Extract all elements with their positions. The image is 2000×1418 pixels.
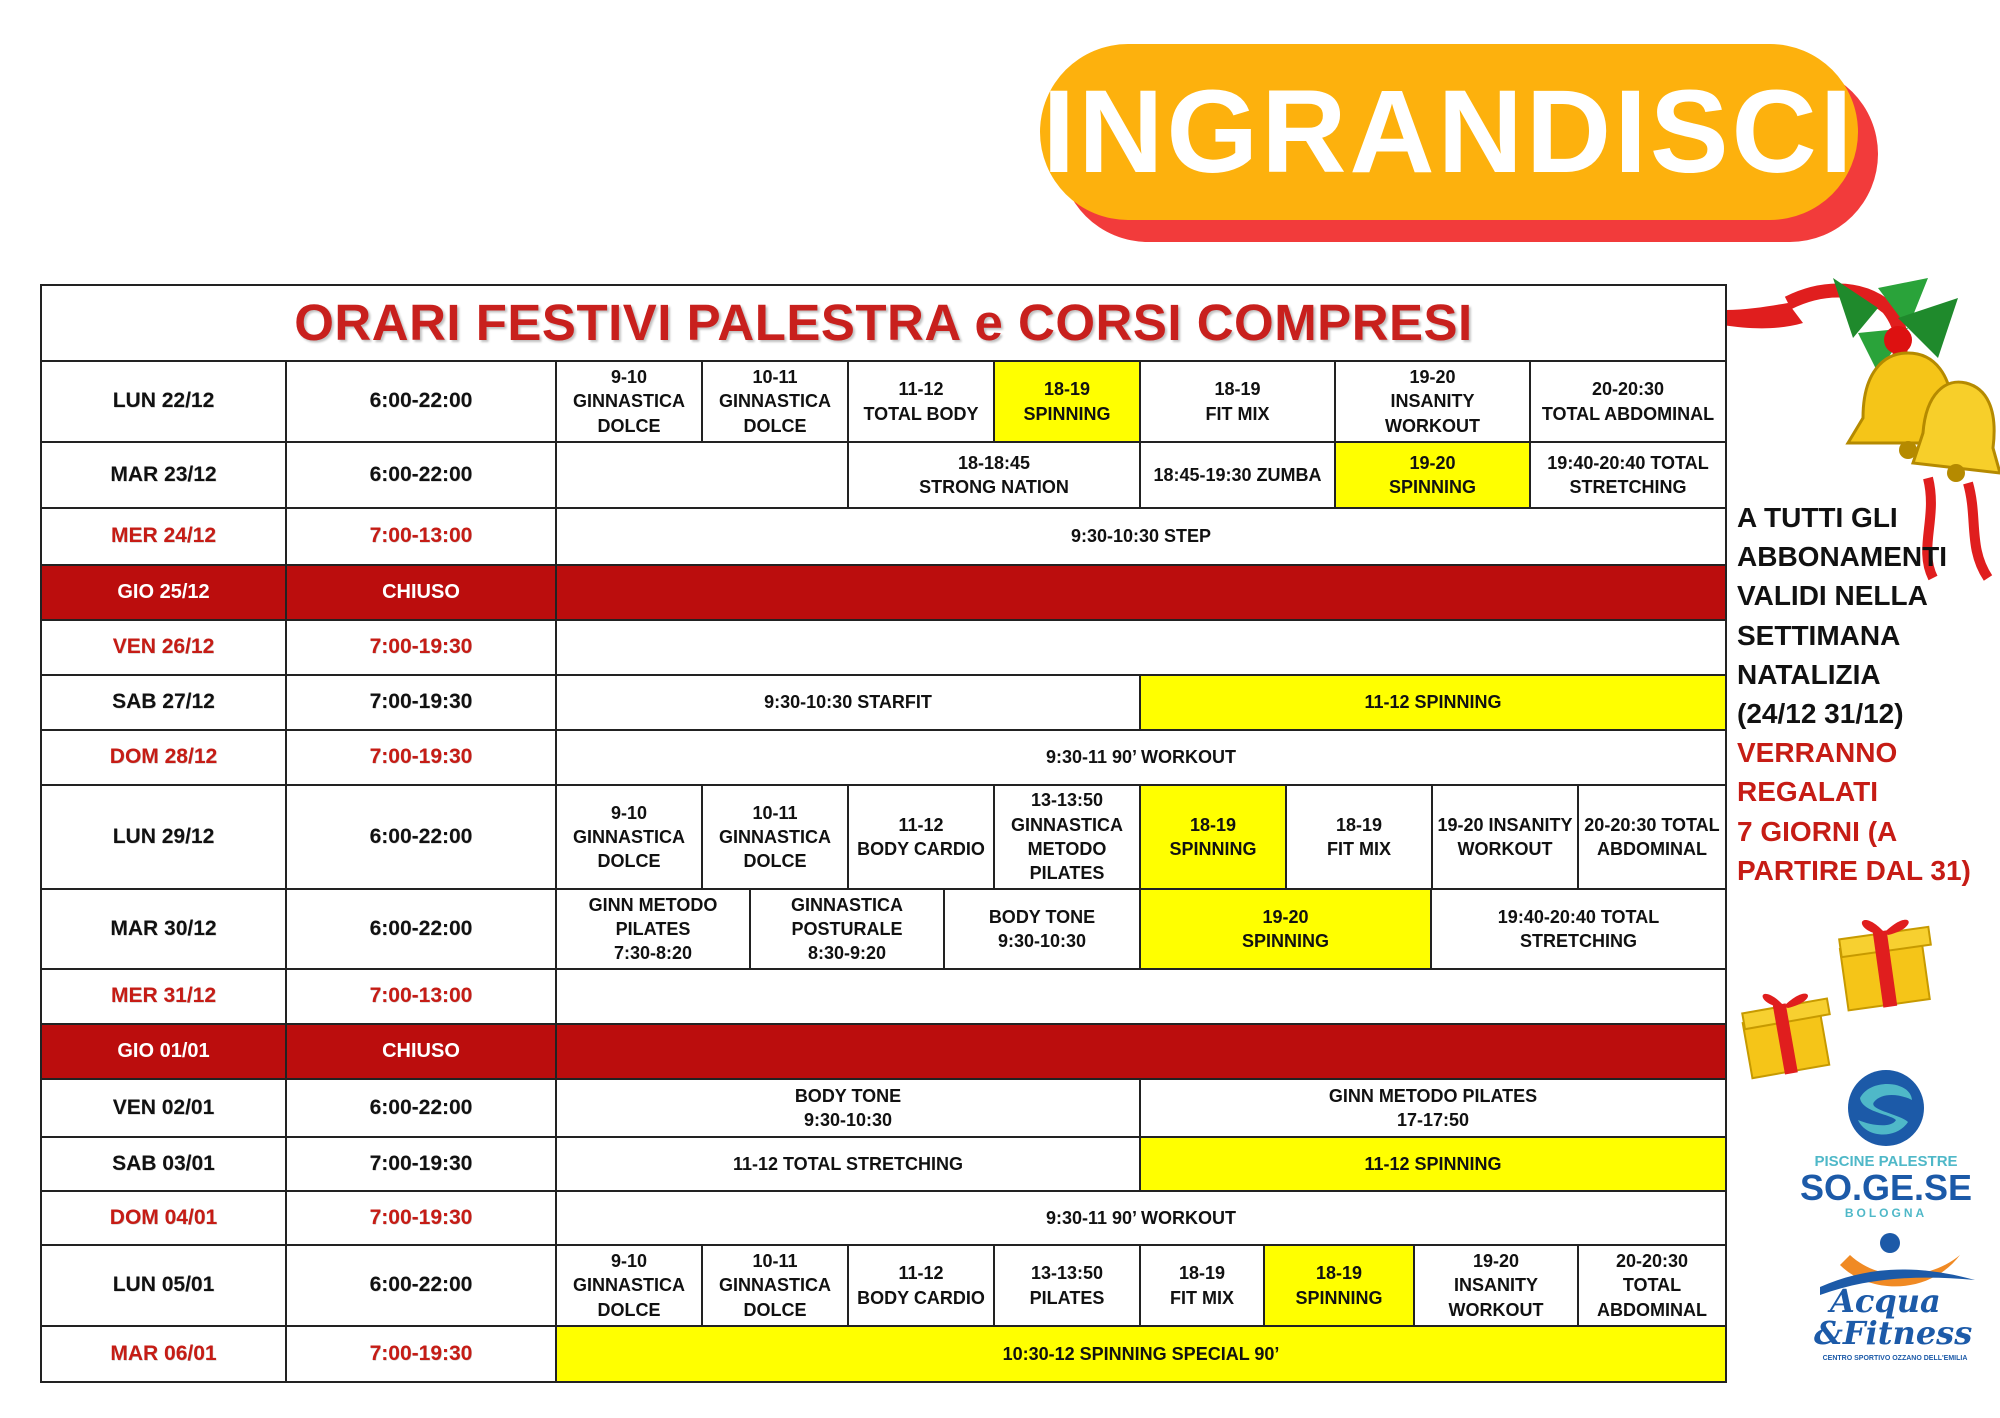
acqua-main-text: Acqua (1830, 1282, 1941, 1320)
course-cell: 9:30-10:30 STARFIT (555, 674, 1141, 731)
course-cell-empty (555, 619, 1727, 676)
promo-text (1737, 498, 1997, 890)
sogese-top-text: PISCINE PALESTRE (1814, 1153, 1958, 1170)
course-cell-empty (555, 968, 1727, 1025)
promo-line: A TUTTI GLI (1737, 502, 1898, 533)
course-cell: BODY TONE 9:30-10:30 (943, 888, 1141, 970)
day-cell: MER 31/12 (40, 968, 287, 1025)
day-cell-closed: GIO 01/01 (40, 1023, 287, 1080)
promo-line-red: REGALATI (1737, 776, 1879, 808)
course-cell-highlight: 10:30-12 SPINNING SPECIAL 90’ (555, 1325, 1727, 1383)
hours-cell: 7:00-19:30 (285, 729, 557, 786)
course-cell: 9:30-10:30 STEP (555, 507, 1727, 566)
day-cell: SAB 27/12 (40, 674, 287, 731)
promo-line-red: PARTIRE DAL 31) (1737, 854, 1971, 886)
hours-cell: 6:00-22:00 (285, 360, 557, 443)
course-cell: 9:30-11 90’ WORKOUT (555, 729, 1727, 786)
course-cell-highlight: 18-19 SPINNING (993, 360, 1141, 443)
course-cell: 10-11 GINNASTICA DOLCE (701, 1244, 849, 1327)
hours-cell: 6:00-22:00 (285, 1244, 557, 1327)
course-cell: 19-20 INSANITY WORKOUT (1431, 784, 1579, 890)
course-cell: 18:45-19:30 ZUMBA (1139, 441, 1336, 509)
course-cell: 11-12 TOTAL BODY (847, 360, 995, 443)
promo-line-red: VERRANNO (1737, 737, 1898, 769)
day-cell: MER 24/12 (40, 507, 287, 566)
hours-cell: 6:00-22:00 (285, 888, 557, 970)
course-cell: 18-19 FIT MIX (1139, 360, 1336, 443)
gift-icon (1830, 905, 1940, 1015)
hours-cell: 6:00-22:00 (285, 784, 557, 890)
promo-line: NATALIZIA (1737, 658, 1881, 690)
course-cell: 9-10 GINNASTICA DOLCE (555, 1244, 703, 1327)
closed-bar (555, 564, 1727, 621)
acqua-fitness-logo (1810, 1225, 1980, 1375)
hours-cell: 7:00-19:30 (285, 1190, 557, 1246)
course-cell-empty (555, 441, 849, 509)
enlarge-button[interactable]: INGRANDISCI (1040, 44, 1858, 220)
course-cell: 13-13:50 PILATES (993, 1244, 1141, 1327)
day-cell-closed: GIO 25/12 (40, 564, 287, 621)
course-cell: 11-12 BODY CARDIO (847, 1244, 995, 1327)
course-cell: 13-13:50 GINNASTICA METODO PILATES (993, 784, 1141, 890)
day-cell: LUN 29/12 (40, 784, 287, 890)
day-cell: MAR 23/12 (40, 441, 287, 509)
hours-cell: 6:00-22:00 (285, 441, 557, 509)
hours-cell: 7:00-13:00 (285, 968, 557, 1025)
course-cell: BODY TONE 9:30-10:30 (555, 1078, 1141, 1138)
hours-cell-closed: CHIUSO (285, 564, 557, 621)
course-cell: 18-19 FIT MIX (1285, 784, 1433, 890)
promo-line: ABBONAMENTI (1737, 541, 1947, 573)
sogese-emblem-icon (1800, 1068, 1972, 1148)
hours-cell: 7:00-19:30 (285, 1325, 557, 1383)
day-cell: MAR 30/12 (40, 888, 287, 970)
course-cell: 19-20 INSANITY WORKOUT (1413, 1244, 1579, 1327)
hours-cell: 7:00-13:00 (285, 507, 557, 566)
promo-line-red: 7 GIORNI (A (1737, 815, 1898, 847)
sogese-city-text: BOLOGNA (1844, 1206, 1928, 1220)
course-cell: 20-20:30 TOTAL ABDOMINAL (1529, 360, 1727, 443)
course-cell-highlight: 11-12 SPINNING (1139, 674, 1727, 731)
course-cell-highlight: 19-20 SPINNING (1334, 441, 1531, 509)
day-cell: VEN 02/01 (40, 1078, 287, 1138)
day-cell: LUN 05/01 (40, 1244, 287, 1327)
promo-line: (24/12 31/12) (1737, 697, 1904, 729)
hours-cell: 7:00-19:30 (285, 619, 557, 676)
course-cell: 19:40-20:40 TOTAL STRETCHING (1430, 888, 1727, 970)
sogese-main-text: SO.GE.SE (1800, 1167, 1973, 1208)
schedule-title-cell (40, 284, 1727, 362)
course-cell: 18-19 FIT MIX (1139, 1244, 1265, 1327)
day-cell: DOM 28/12 (40, 729, 287, 786)
course-cell: 19:40-20:40 TOTAL STRETCHING (1529, 441, 1727, 509)
course-cell: GINNASTICA POSTURALE 8:30-9:20 (749, 888, 945, 970)
course-cell-highlight: 19-20 SPINNING (1139, 888, 1432, 970)
schedule-title: ORARI FESTIVI PALESTRA e CORSI COMPRESI (294, 293, 1473, 351)
enlarge-button-wrapper[interactable] (1040, 44, 1878, 242)
day-cell: MAR 06/01 (40, 1325, 287, 1383)
course-cell: 19-20 INSANITY WORKOUT (1334, 360, 1531, 443)
gift-icon (1735, 980, 1845, 1080)
course-cell: 20-20:30 TOTAL ABDOMINAL (1577, 1244, 1727, 1327)
sogese-logo (1800, 1068, 1973, 1220)
course-cell: 18-18:45 STRONG NATION (847, 441, 1141, 509)
day-cell: SAB 03/01 (40, 1136, 287, 1192)
day-cell: DOM 04/01 (40, 1190, 287, 1246)
promo-line: VALIDI NELLA (1737, 580, 1928, 612)
hours-cell: 6:00-22:00 (285, 1078, 557, 1138)
course-cell: 20-20:30 TOTAL ABDOMINAL (1577, 784, 1727, 890)
course-cell-highlight: 11-12 SPINNING (1139, 1136, 1727, 1192)
course-cell: 9-10 GINNASTICA DOLCE (555, 360, 703, 443)
promo-line: SETTIMANA (1737, 619, 1901, 651)
course-cell: 9-10 GINNASTICA DOLCE (555, 784, 703, 890)
hours-cell-closed: CHIUSO (285, 1023, 557, 1080)
hours-cell: 7:00-19:30 (285, 1136, 557, 1192)
course-cell-highlight: 18-19 SPINNING (1263, 1244, 1415, 1327)
acqua-sub-text: CENTRO SPORTIVO OZZANO DELL'EMILIA (1822, 1355, 1968, 1362)
day-cell: LUN 22/12 (40, 360, 287, 443)
closed-bar (555, 1023, 1727, 1080)
acqua-fitness-text: &Fitness (1814, 1314, 1973, 1352)
course-cell: GINN METODO PILATES 17-17:50 (1139, 1078, 1727, 1138)
day-cell: VEN 26/12 (40, 619, 287, 676)
course-cell-highlight: 18-19 SPINNING (1139, 784, 1287, 890)
course-cell: 11-12 BODY CARDIO (847, 784, 995, 890)
course-cell: 9:30-11 90’ WORKOUT (555, 1190, 1727, 1246)
course-cell: 11-12 TOTAL STRETCHING (555, 1136, 1141, 1192)
course-cell: 10-11 GINNASTICA DOLCE (701, 360, 849, 443)
hours-cell: 7:00-19:30 (285, 674, 557, 731)
course-cell: GINN METODO PILATES 7:30-8:20 (555, 888, 751, 970)
course-cell: 10-11 GINNASTICA DOLCE (701, 784, 849, 890)
